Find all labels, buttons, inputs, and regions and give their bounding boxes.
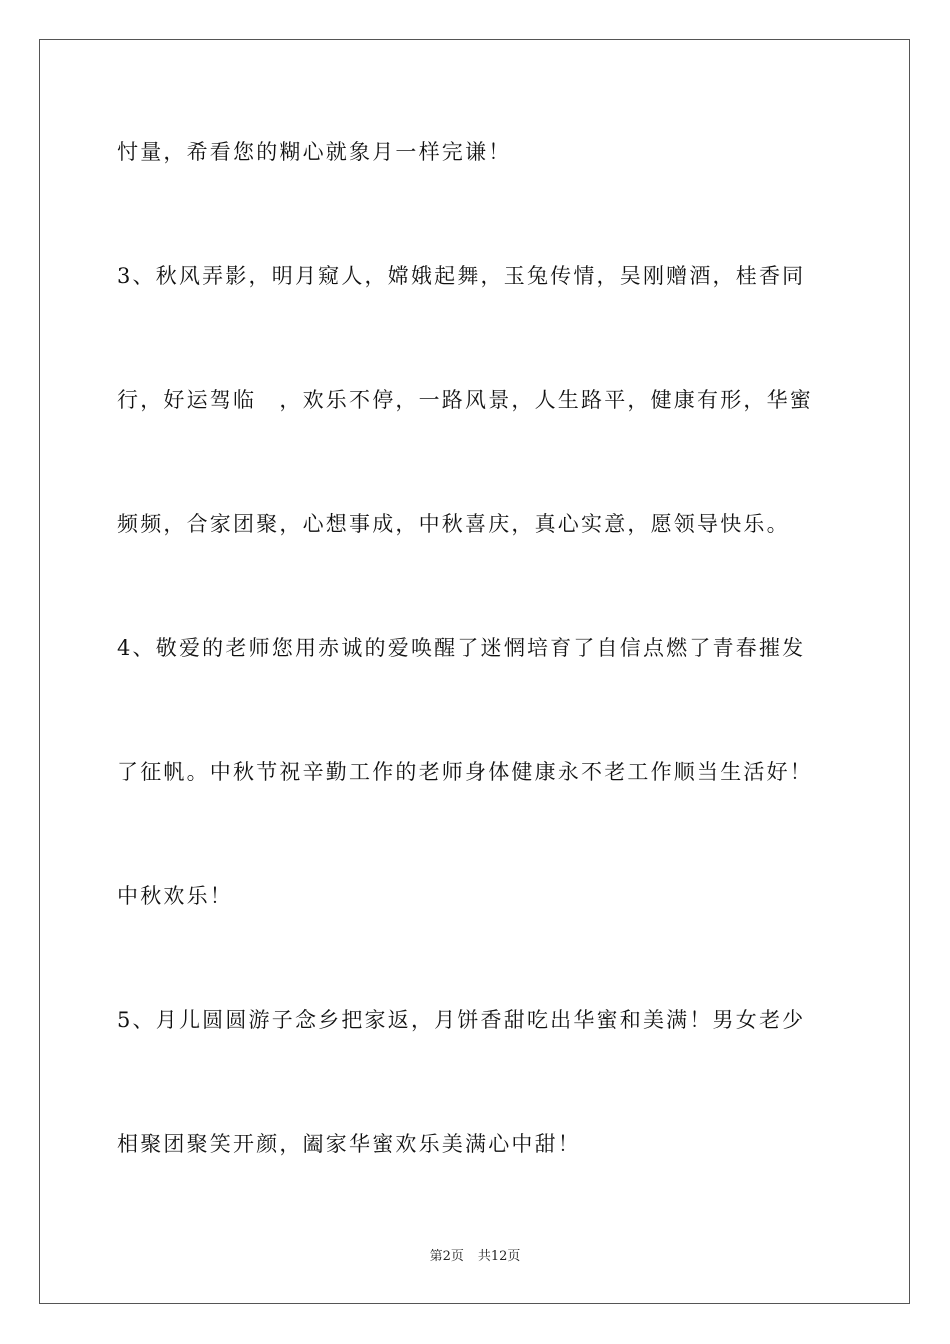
page-frame <box>39 39 910 1304</box>
text-line-2: 3、秋风弄影，明月窥人，嫦娥起舞，玉兔传情，吴刚赠酒，桂香同 <box>117 264 806 288</box>
text-line-5: 4、敬爱的老师您用赤诚的爱唤醒了迷惘培育了自信点燃了青春摧发 <box>117 636 806 660</box>
text-line-7: 中秋欢乐！ <box>117 884 233 908</box>
text-line-3: 行，好运驾临 ，欢乐不停，一路风景，人生路平，健康有形，华蜜 <box>117 388 813 412</box>
text-line-8: 5、月儿圆圆游子念乡把家返，月饼香甜吃出华蜜和美满！男女老少 <box>117 1008 806 1032</box>
text-line-9: 相聚团聚笑开颜，阖家华蜜欢乐美满心中甜！ <box>117 1132 581 1156</box>
text-line-4: 频频，合家团聚，心想事成，中秋喜庆，真心实意，愿领导快乐。 <box>117 512 790 536</box>
page-number: 第2页 <box>429 1249 464 1264</box>
text-line-1: 忖量，希看您的糊心就象月一样完谦！ <box>117 140 512 164</box>
page-footer <box>0 1248 950 1266</box>
text-line-6: 了征帆。中秋节祝辛勤工作的老师身体健康永不老工作顺当生活好！ <box>117 760 813 784</box>
page-total: 共12页 <box>477 1249 521 1264</box>
